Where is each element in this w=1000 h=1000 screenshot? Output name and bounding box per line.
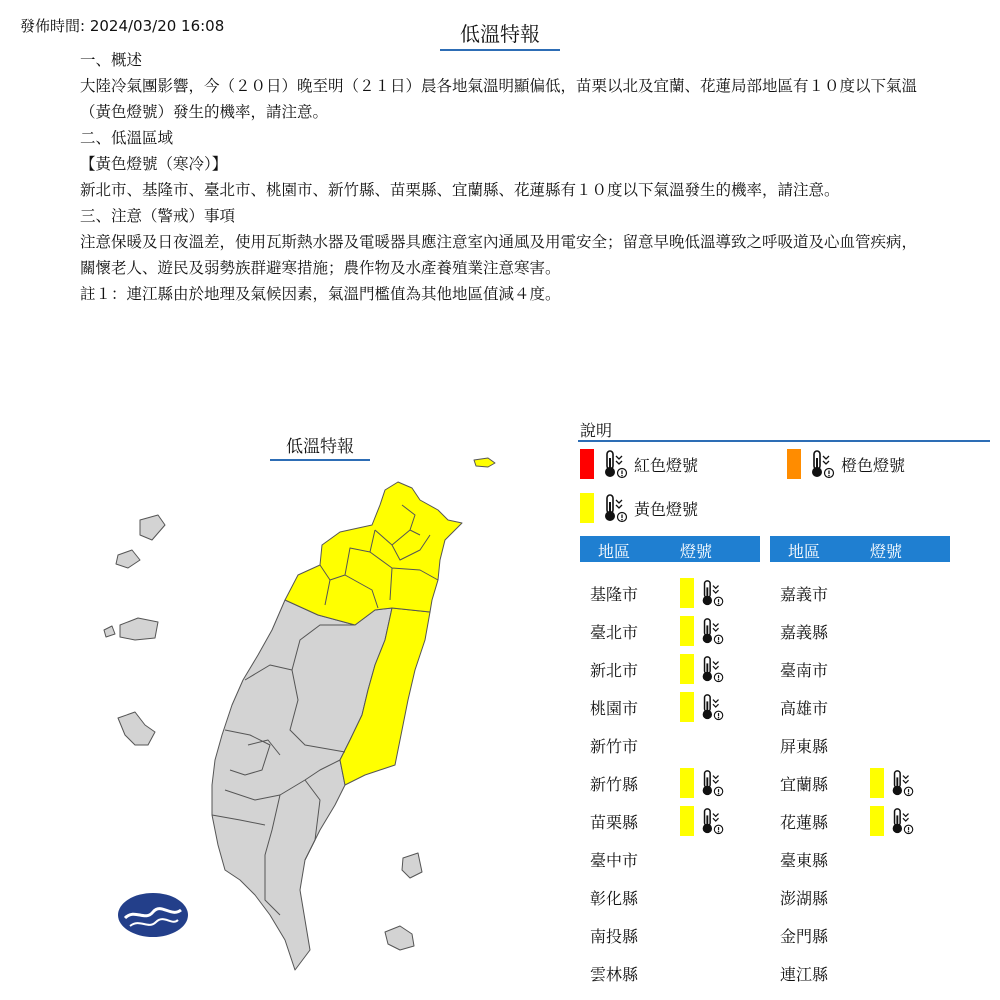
orange-swatch <box>787 449 801 479</box>
map-island-matsu-1 <box>140 515 165 540</box>
table-row <box>770 882 950 912</box>
table-row <box>770 692 950 722</box>
section-caution-heading: 三、注意（警戒）事項 <box>80 207 236 225</box>
caution-paragraph: 注意保暖及日夜溫差，使用瓦斯熱水器及電暖器具應注意室內通風及用電安全；留意早晚低溫導致之呼吸道及心血管疾病，關懷老人、遊民及弱勢族群避寒措施；農作物及水產養殖業注意寒害。 <box>80 233 918 277</box>
map-title: 低溫特報 <box>270 432 370 461</box>
header-level: 燈號 <box>680 542 713 561</box>
cwa-logo-icon <box>118 893 188 937</box>
thermometer-cold-icon <box>888 768 916 798</box>
footnote: 註１：連江縣由於地理及氣候因素，氣溫門檻值為其他地區值減４度。 <box>80 285 561 303</box>
table-row <box>580 844 760 874</box>
section-area-heading: 二、低溫區域 <box>80 129 174 147</box>
header-region: 地區 <box>788 542 821 561</box>
legend-orange-label: 橙色燈號 <box>841 455 906 475</box>
table-row <box>580 616 760 646</box>
region-name: 新北市 <box>590 661 639 680</box>
table-row <box>580 920 760 950</box>
yellow-swatch <box>580 493 594 523</box>
legend-divider <box>578 440 990 442</box>
legend-red <box>580 448 698 480</box>
region-name: 臺中市 <box>590 851 639 870</box>
table-row <box>770 768 950 798</box>
region-name: 連江縣 <box>780 965 829 984</box>
table-row <box>580 882 760 912</box>
thermometer-cold-icon <box>600 448 630 480</box>
map-region-north <box>285 482 462 625</box>
taiwan-map <box>95 450 515 990</box>
region-name: 彰化縣 <box>590 889 639 908</box>
table-row <box>580 692 760 722</box>
table-header-right <box>770 536 950 562</box>
region-name: 苗栗縣 <box>590 813 639 832</box>
region-name: 澎湖縣 <box>780 889 829 908</box>
table-row <box>770 578 950 608</box>
map-region-central-south <box>212 600 392 970</box>
table-row <box>770 844 950 874</box>
red-swatch <box>580 449 594 479</box>
table-row <box>580 730 760 760</box>
table-row <box>770 654 950 684</box>
thermometer-cold-icon <box>600 492 630 524</box>
map-island-penghu <box>118 712 155 745</box>
yellow-level-swatch <box>680 654 694 684</box>
yellow-level-heading: 【黃色燈號（寒冷）】 <box>80 155 228 173</box>
header-level: 燈號 <box>870 542 903 561</box>
region-name: 高雄市 <box>780 699 829 718</box>
legend-yellow <box>580 492 698 524</box>
map-island-matsu-2 <box>116 550 140 568</box>
region-name: 南投縣 <box>590 927 639 946</box>
bulletin-text <box>80 47 920 307</box>
table-row <box>770 958 950 988</box>
legend-yellow-label: 黃色燈號 <box>634 499 699 519</box>
yellow-level-swatch <box>680 692 694 722</box>
overview-paragraph: 大陸冷氣團影響，今（２０日）晚至明（２１日）晨各地氣溫明顯偏低，苗栗以北及宜蘭、花蓮局部地區有１０度以下氣溫（黃色燈號）發生的機率，請注意。 <box>80 77 918 121</box>
table-row <box>770 730 950 760</box>
yellow-level-swatch <box>680 768 694 798</box>
region-name: 臺南市 <box>780 661 829 680</box>
yellow-level-swatch <box>870 768 884 798</box>
region-name: 新竹市 <box>590 737 639 756</box>
region-name: 花蓮縣 <box>780 813 829 832</box>
thermometer-cold-icon <box>698 654 726 684</box>
map-island-turtle <box>474 458 495 467</box>
region-name: 屏東縣 <box>780 737 829 756</box>
thermometer-cold-icon <box>807 448 837 480</box>
header-region: 地區 <box>598 542 631 561</box>
legend-orange <box>787 448 905 480</box>
region-name: 臺北市 <box>590 623 639 642</box>
table-row <box>580 768 760 798</box>
yellow-level-swatch <box>870 806 884 836</box>
table-row <box>770 920 950 950</box>
thermometer-cold-icon <box>698 578 726 608</box>
thermometer-cold-icon <box>888 806 916 836</box>
table-row <box>580 578 760 608</box>
thermometer-cold-icon <box>698 768 726 798</box>
region-name: 宜蘭縣 <box>780 775 829 794</box>
yellow-level-swatch <box>680 806 694 836</box>
map-island-orchid <box>385 926 414 950</box>
map-island-green <box>402 853 422 878</box>
table-row <box>580 958 760 988</box>
region-name: 新竹縣 <box>590 775 639 794</box>
table-row <box>770 806 950 836</box>
section-overview-heading: 一、概述 <box>80 51 143 69</box>
yellow-level-swatch <box>680 616 694 646</box>
table-row <box>580 654 760 684</box>
table-header-left <box>580 536 760 562</box>
region-name: 臺東縣 <box>780 851 829 870</box>
map-island-kinmen-2 <box>104 626 115 637</box>
legend-title: 說明 <box>580 421 613 440</box>
region-name: 嘉義縣 <box>780 623 829 642</box>
region-name: 嘉義市 <box>780 585 829 604</box>
thermometer-cold-icon <box>698 692 726 722</box>
thermometer-cold-icon <box>698 806 726 836</box>
legend-red-label: 紅色燈號 <box>634 455 699 475</box>
yellow-level-swatch <box>680 578 694 608</box>
region-name: 基隆市 <box>590 585 639 604</box>
region-name: 雲林縣 <box>590 965 639 984</box>
page-title: 低溫特報 <box>440 18 560 51</box>
table-row <box>580 806 760 836</box>
area-paragraph: 新北市、基隆市、臺北市、桃園市、新竹縣、苗栗縣、宜蘭縣、花蓮縣有１０度以下氣溫發生的機率，請注意。 <box>80 181 840 199</box>
table-row <box>770 616 950 646</box>
issued-time: 發佈時間: 2024/03/20 16:08 <box>20 17 225 35</box>
region-name: 金門縣 <box>780 927 829 946</box>
map-island-kinmen-1 <box>120 618 158 640</box>
region-name: 桃園市 <box>590 699 639 718</box>
thermometer-cold-icon <box>698 616 726 646</box>
